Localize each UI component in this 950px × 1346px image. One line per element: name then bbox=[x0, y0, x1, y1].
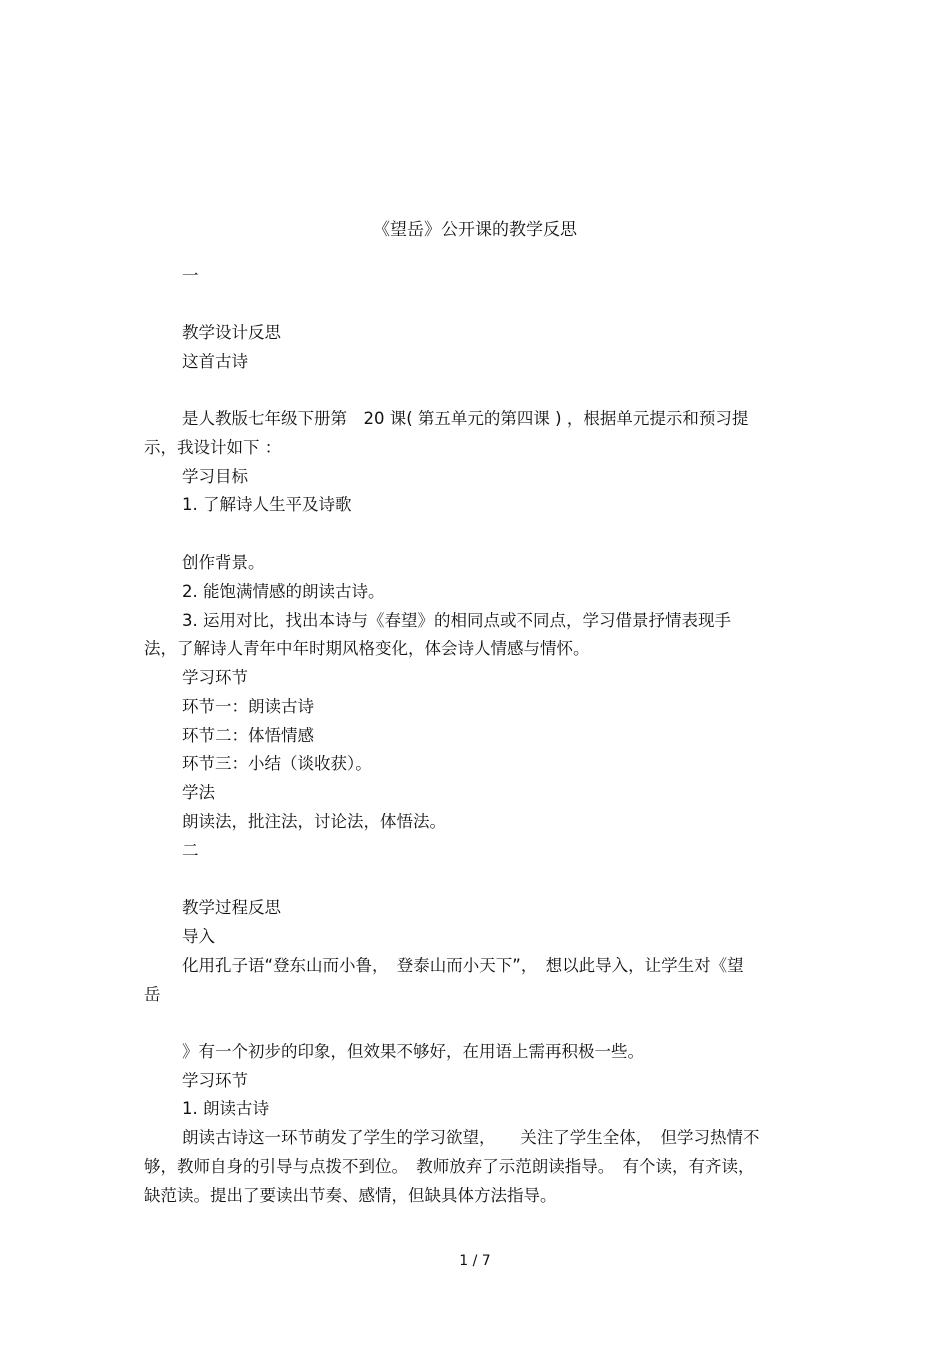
list-item: 3. 运用对比，找出本诗与《春望》的相同点或不同点，学习借景抒情表现手 bbox=[182, 611, 731, 630]
paragraph-line: 创作背景。 bbox=[182, 553, 265, 572]
paragraph-line: 化用孔子语“登东山而小鲁， 登泰山而小天下”， 想以此导入，让学生对《望 bbox=[182, 956, 744, 975]
paragraph-line: 缺范读。提出了要读出节奏、感情，但缺具体方法指导。 bbox=[144, 1186, 557, 1205]
paragraph-line: 是人教版七年级下册第 20 课( 第五单元的第四课 ) ，根据单元提示和预习提 bbox=[182, 409, 749, 428]
paragraph-line: 岳 bbox=[144, 985, 161, 1004]
list-item: 环节二：体悟情感 bbox=[182, 726, 314, 745]
document-title: 《望岳》公开课的教学反思 bbox=[373, 220, 577, 240]
heading-learning-steps: 学习环节 bbox=[182, 1071, 248, 1090]
paragraph-line: 法，了解诗人青年中年时期风格变化，体会诗人情感与情怀。 bbox=[144, 639, 590, 658]
list-item: 2. 能饱满情感的朗读古诗。 bbox=[182, 582, 385, 601]
heading-study-method: 学法 bbox=[182, 783, 215, 802]
heading-process-reflection: 教学过程反思 bbox=[182, 898, 281, 917]
paragraph-line: 这首古诗 bbox=[182, 352, 248, 371]
paragraph-line: 朗读法，批注法，讨论法，体悟法。 bbox=[182, 812, 446, 831]
page-number: 1 / 7 bbox=[459, 1253, 491, 1269]
paragraph-line: 够，教师自身的引导与点拨不到位。 教师放弃了示范朗读指导。 有个读，有齐读， bbox=[144, 1157, 755, 1176]
paragraph-line: 》有一个初步的印象，但效果不够好，在用语上需再积极一些。 bbox=[182, 1042, 644, 1061]
section-number-2: 二 bbox=[182, 841, 199, 860]
paragraph-line: 示，我设计如下 ： bbox=[144, 438, 282, 457]
list-item: 1. 朗读古诗 bbox=[182, 1099, 269, 1118]
heading-learning-goals: 学习目标 bbox=[182, 467, 248, 486]
heading-introduction: 导入 bbox=[182, 927, 215, 946]
list-item: 环节三：小结（谈收获）。 bbox=[182, 754, 372, 773]
list-item: 环节一：朗读古诗 bbox=[182, 697, 314, 716]
paragraph-line: 朗读古诗这一环节萌发了学生的学习欲望， 关注了学生全体， 但学习热情不 bbox=[182, 1128, 760, 1147]
section-number-1: 一 bbox=[182, 266, 199, 285]
list-item: 1. 了解诗人生平及诗歌 bbox=[182, 495, 352, 514]
heading-design-reflection: 教学设计反思 bbox=[182, 323, 281, 342]
heading-learning-steps: 学习环节 bbox=[182, 668, 248, 687]
